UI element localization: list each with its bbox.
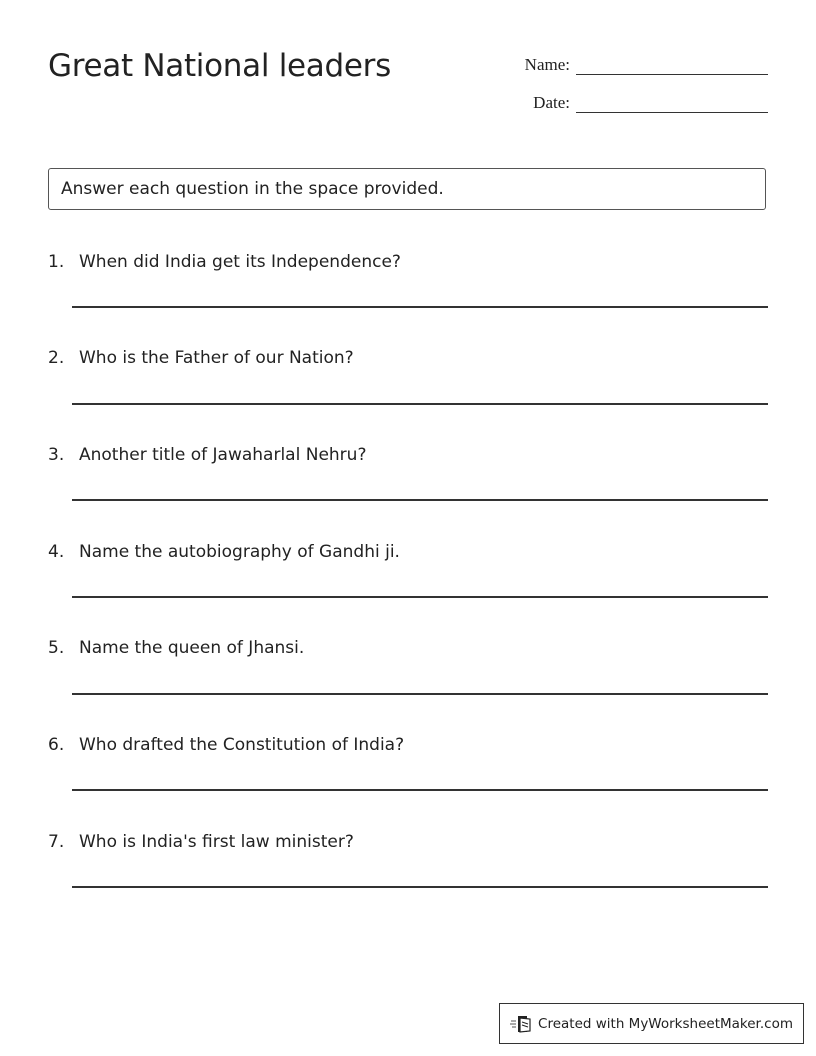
name-input-line[interactable] bbox=[576, 52, 768, 75]
instructions-box bbox=[48, 168, 766, 210]
name-field[interactable] bbox=[500, 52, 768, 75]
question-text: Name the autobiography of Gandhi ji. bbox=[79, 542, 400, 562]
question-number: 2. bbox=[48, 348, 65, 368]
date-label: Date: bbox=[533, 93, 570, 112]
question-5 bbox=[48, 638, 768, 658]
answer-line[interactable] bbox=[72, 789, 768, 791]
question-number: 6. bbox=[48, 735, 65, 755]
answer-line[interactable] bbox=[72, 596, 768, 598]
question-text: Who is the Father of our Nation? bbox=[79, 348, 354, 368]
question-3 bbox=[48, 445, 768, 465]
answer-line[interactable] bbox=[72, 499, 768, 501]
question-4 bbox=[48, 542, 768, 562]
name-label: Name: bbox=[524, 55, 570, 74]
question-7 bbox=[48, 832, 768, 852]
footer-badge[interactable] bbox=[499, 1003, 804, 1044]
date-field[interactable] bbox=[500, 90, 768, 113]
question-text: Name the queen of Jhansi. bbox=[79, 638, 305, 658]
answer-line[interactable] bbox=[72, 306, 768, 308]
answer-line[interactable] bbox=[72, 403, 768, 405]
question-6 bbox=[48, 735, 768, 755]
question-text: Who is India's first law minister? bbox=[79, 832, 354, 852]
question-number: 5. bbox=[48, 638, 65, 658]
question-text: When did India get its Independence? bbox=[79, 252, 401, 272]
question-1 bbox=[48, 252, 768, 272]
instructions-text: Answer each question in the space provided. bbox=[61, 179, 444, 199]
question-number: 7. bbox=[48, 832, 65, 852]
worksheet-title: Great National leaders bbox=[48, 48, 391, 84]
footer-text: Created with MyWorksheetMaker.com bbox=[538, 1015, 793, 1032]
question-text: Who drafted the Constitution of India? bbox=[79, 735, 405, 755]
question-number: 4. bbox=[48, 542, 65, 562]
question-text: Another title of Jawaharlal Nehru? bbox=[79, 445, 367, 465]
question-number: 3. bbox=[48, 445, 65, 465]
worksheet-maker-logo-icon bbox=[510, 1013, 532, 1035]
date-input-line[interactable] bbox=[576, 90, 768, 113]
question-number: 1. bbox=[48, 252, 65, 272]
question-2 bbox=[48, 348, 768, 368]
answer-line[interactable] bbox=[72, 693, 768, 695]
answer-line[interactable] bbox=[72, 886, 768, 888]
